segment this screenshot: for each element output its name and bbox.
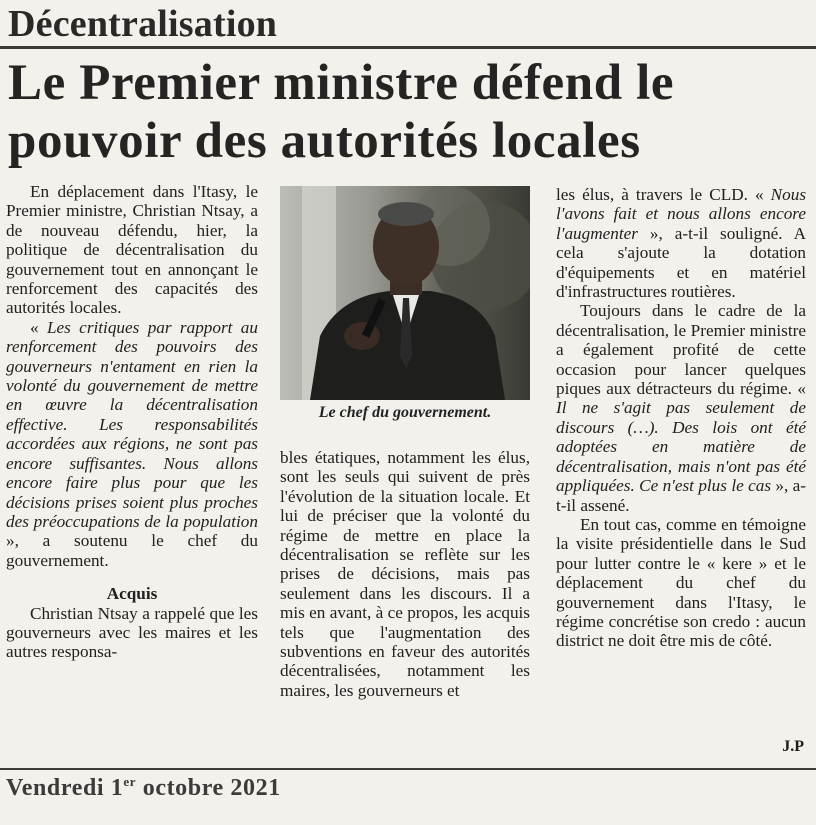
portrait-image [280,186,530,400]
quote-open: « [30,317,47,337]
column-2 [280,448,530,700]
quote-paragraph [556,185,806,301]
photo [280,186,530,400]
quote-text: Nous l'avons fait et nous allons encore l'augmenter [556,185,807,243]
paragraph: En tout cas, comme en témoigne la visite présidentielle dans le Sud pour lutter contre le « kere » et le déplacement du chef du gouvernement dans l'Itasy, le régime concrétise son credo : aucun district ne doit être mis de côté. [556,514,806,651]
section-kicker: Décentralisation [8,3,278,45]
bottom-rule [0,768,816,770]
paragraph: En déplacement dans l'Itasy, le Premier ministre, Christian Ntsay, a de nouveau défendu, hier, la politique de décentralisation du gouvernement tout en annonçant le renforcement des capacités des autorités locales. [6,182,258,318]
quote-open: « [747,185,771,204]
author-signature: J.P [782,738,804,755]
paragraph-lead: les élus, à travers le CLD. [556,185,748,204]
quote-paragraph [6,318,258,570]
quote-tail: », a-t-il souligné. A cela s'ajoute la dotation d'équipements et en matériel d'infrastructures routières. [556,223,806,302]
dateline-day: Vendredi 1 [6,775,124,801]
quote-tail: », a soutenu le chef du gouvernement. [6,531,258,570]
top-rule [0,46,816,49]
quote-paragraph [556,301,806,514]
headline: Le Premier ministre défend le pouvoir des autorités locales [8,55,675,169]
paragraph-lead: Toujours dans le cadre de la décentralisation, le Premier ministre a également profité de cette occasion pour lancer quelques piques aux détracteurs du régime. « [556,301,806,399]
subhead: Acquis [106,584,158,604]
dateline [6,774,281,802]
paragraph: bles étatiques, notamment les élus, sont les seuls qui suivent de près l'évolution de la situation locale. Et lui de préciser que la volonté du régime de mettre en place la décentralisation se reflète sur les prises de décisions, mais pas seulement dans les discours. Il a mis en avant, à ce propos, les acquis tels que l'augmentation des subventions en faveur des autorités décentralisées, notamment les maires, les gouverneurs et [280,448,530,700]
column-3 [556,185,806,651]
paragraph: Christian Ntsay a rappelé que les gouverneurs avec les maires et les autres responsa- [6,603,258,662]
quote-text: Les critiques par rapport au renforcement des pouvoirs des gouverneurs n'entament en rien la volonté du gouvernement de mettre en œuvre la décentralisation effective. Les responsabilités accordées aux régions, ne sont pas encore suffisantes. Nous allons encore faire plus pour que les décisions prises soient plus proches des préoccupations de la population [6,317,258,531]
dateline-rest: octobre 2021 [136,775,281,801]
column-1 [6,182,258,662]
quote-text: Il ne s'agit pas seulement de discours (…). Des lois ont été adoptées en matière de décentralisation, mais n'ont pas été appliquées. Ce n'est plus le cas [556,398,806,496]
quote-tail: », a-t-il assené. [556,476,806,515]
dateline-sup: er [123,774,137,789]
photo-caption: Le chef du gouvernement. [318,404,492,421]
